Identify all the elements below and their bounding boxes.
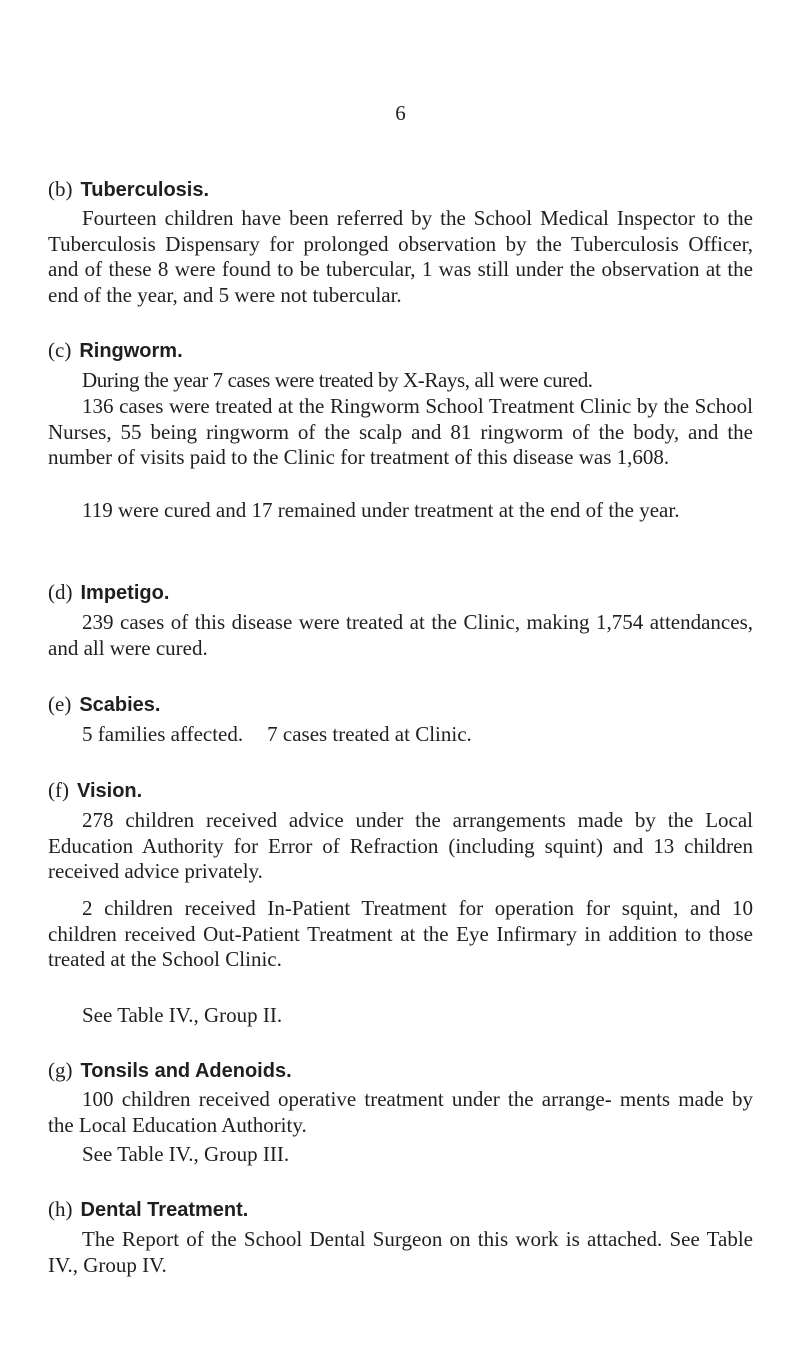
section-heading-dental: [48, 1197, 248, 1222]
impetigo-paragraph: 239 cases of this disease were treated at the Clinic, making 1,754 attendances, and all were cured.: [48, 610, 753, 660]
scabies-families: 5 families affected.: [82, 722, 244, 746]
section-title: Tonsils and Adenoids.: [80, 1060, 292, 1082]
section-title: Tuberculosis.: [80, 179, 210, 201]
section-heading-scabies: [48, 692, 160, 717]
section-letter: (d): [48, 580, 73, 604]
section-title: Vision.: [76, 780, 143, 802]
section-letter: (f): [48, 778, 69, 802]
section-heading-tonsils: [48, 1058, 292, 1083]
section-title: Ringworm.: [79, 340, 183, 362]
tuberculosis-paragraph: Fourteen children have been referred by the School Medical Inspector to the Tuberculosis Dispensary for prolonged observation by the Tuberculosis Officer, and of these 8 were found to be tubercular, 1 was still under the observation at the end of the year, and 5 were not tubercular.: [48, 206, 753, 307]
tonsils-see-table: See Table IV., Group III.: [82, 1142, 290, 1166]
section-letter: (e): [48, 692, 72, 716]
vision-paragraph-treatment: 2 children received In-Patient Treatment for operation for squint, and 10 children received Out-Patient Treatment at the Eye Infirmary in addition to those treated at the School Clinic.: [48, 896, 753, 971]
vision-see-table: See Table IV., Group II.: [82, 1003, 283, 1027]
vision-paragraph-advice: 278 children received advice under the arrangements made by the Local Education Authority for Error of Refraction (including squint) and 13 children received advice privately.: [48, 808, 753, 883]
scabies-cases: 7 cases treated at Clinic.: [267, 722, 472, 746]
section-letter: (g): [48, 1058, 73, 1082]
section-heading-tuberculosis: [48, 177, 209, 202]
section-heading-vision: [48, 778, 142, 803]
ringworm-paragraph-xrays: During the year 7 cases were treated by X-Rays, all were cured.: [82, 368, 593, 392]
section-letter: (c): [48, 338, 72, 362]
page-number: 6: [395, 101, 406, 125]
section-letter: (h): [48, 1197, 73, 1221]
ringworm-paragraph-clinic: 136 cases were treated at the Ringworm School Treatment Clinic by the School Nurses, 55 being ringworm of the scalp and 81 ringworm of the body, and the number of visits paid to the Clinic for treatment of this disease was 1,608.: [48, 394, 753, 469]
section-title: Impetigo.: [80, 582, 170, 604]
section-heading-impetigo: [48, 580, 169, 605]
section-title: Dental Treatment.: [80, 1199, 249, 1221]
section-letter: (b): [48, 177, 73, 201]
tonsils-paragraph: 100 children received operative treatment under the arrange- ments made by the Local Education Authority.: [48, 1087, 753, 1137]
section-heading-ringworm: [48, 338, 183, 363]
ringworm-paragraph-cured: 119 were cured and 17 remained under treatment at the end of the year.: [82, 498, 680, 522]
dental-paragraph: The Report of the School Dental Surgeon on this work is attached. See Table IV., Group IV.: [48, 1227, 753, 1277]
section-title: Scabies.: [79, 694, 161, 716]
scabies-line: [48, 722, 753, 748]
